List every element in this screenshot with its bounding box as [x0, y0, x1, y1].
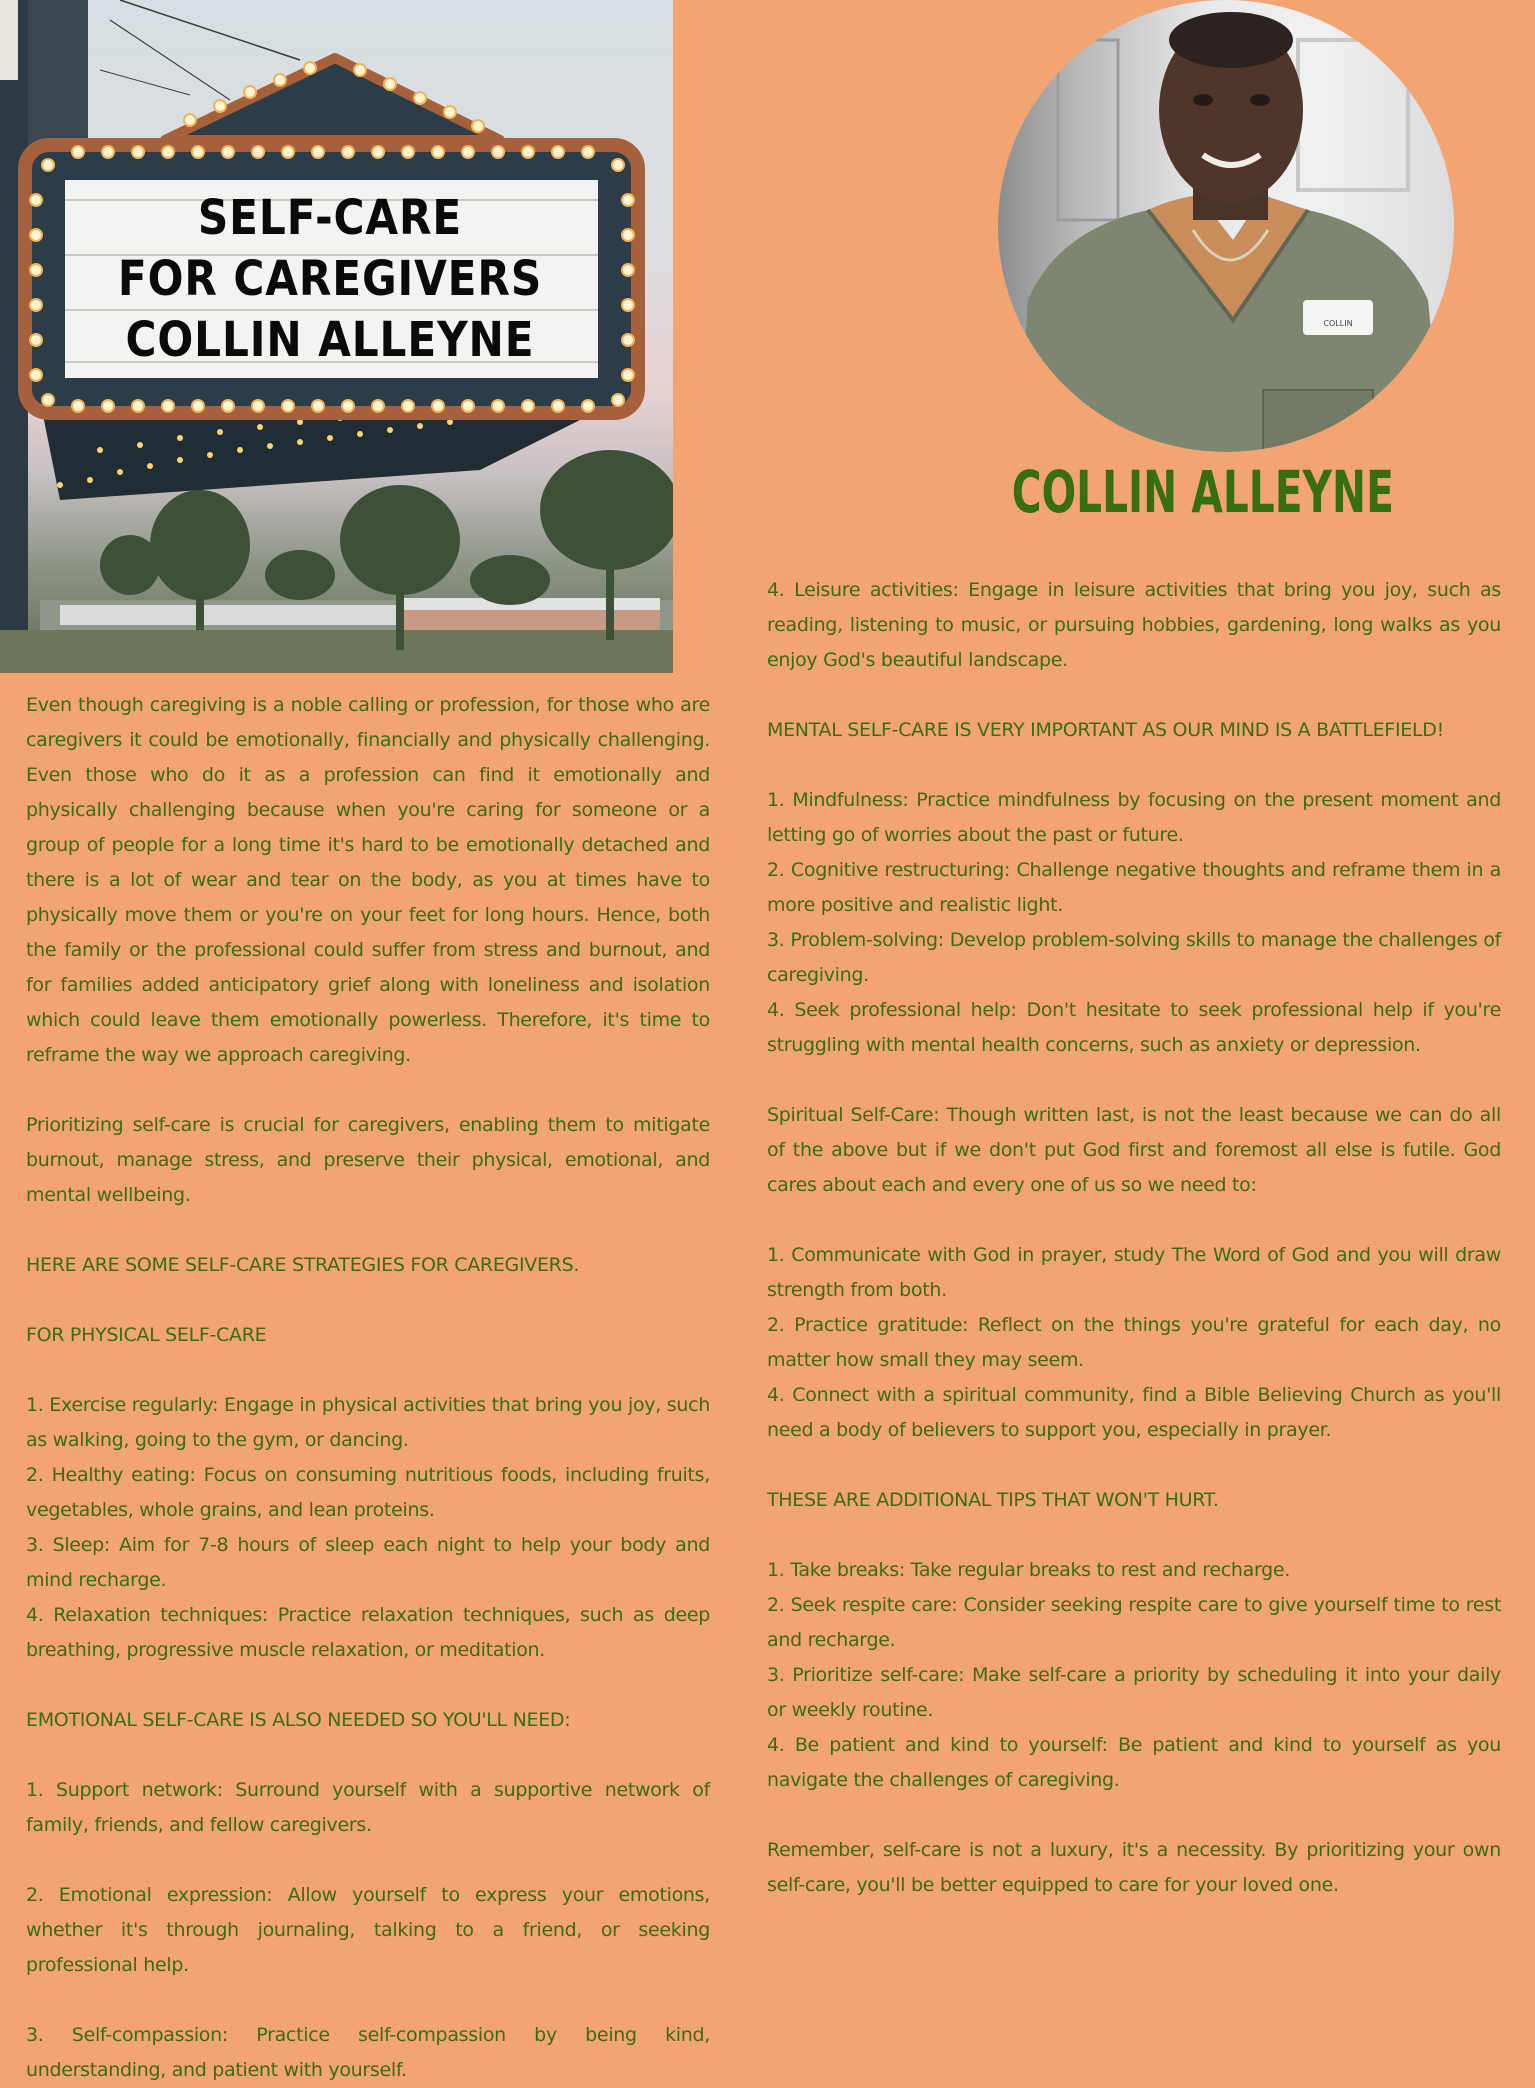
mental-heading: MENTAL SELF-CARE IS VERY IMPORTANT AS OUR MIND IS A BATTLEFIELD!: [767, 719, 1444, 741]
left-column: [26, 688, 710, 2088]
tip-item: 3. Prioritize self-care: Make self-care a priority by scheduling it into your daily or weekly routine.: [767, 1664, 1501, 1721]
physical-item: 1. Exercise regularly: Engage in physical activities that bring you joy, such as walking, going to the gym, or dancing.: [26, 1394, 710, 1451]
mental-item: 4. Seek professional help: Don't hesitate to seek professional help if you're struggling with mental health concerns, such as anxiety or depression.: [767, 999, 1501, 1056]
badge-text: COLLIN: [1323, 319, 1353, 328]
marquee-sign-text: [101, 188, 559, 371]
emotional-item: 3. Self-compassion: Practice self-compassion by being kind, understanding, and patient with yourself.: [26, 2024, 710, 2081]
mental-item: 1. Mindfulness: Practice mindfulness by focusing on the present moment and letting go of worries about the past or future.: [767, 789, 1501, 846]
marquee-line-3: COLLIN ALLEYNE: [125, 312, 535, 368]
right-column: [767, 573, 1501, 1903]
physical-item: 3. Sleep: Aim for 7-8 hours of sleep each night to help your body and mind recharge.: [26, 1534, 710, 1591]
physical-item: 4. Relaxation techniques: Practice relaxation techniques, such as deep breathing, progressive muscle relaxation, or meditation.: [26, 1604, 710, 1661]
closing-paragraph: Remember, self-care is not a luxury, it's a necessity. By prioritizing your own self-care, you'll be better equipped to care for your loved one.: [767, 1839, 1501, 1896]
spiritual-item: 2. Practice gratitude: Reflect on the things you're grateful for each day, no matter how small they may seem.: [767, 1314, 1501, 1371]
tip-item: 1. Take breaks: Take regular breaks to rest and recharge.: [767, 1559, 1291, 1581]
tip-item: 4. Be patient and kind to yourself: Be patient and kind to yourself as you navigate the challenges of caregiving.: [767, 1734, 1501, 1791]
author-name: COLLIN ALLEYNE: [1011, 458, 1394, 526]
emotional-item: 2. Emotional expression: Allow yourself to express your emotions, whether it's through journaling, talking to a friend, or seeking professional help.: [26, 1884, 710, 1976]
strategies-heading: HERE ARE SOME SELF-CARE STRATEGIES FOR CAREGIVERS.: [26, 1254, 580, 1276]
marquee-line-1: SELF-CARE: [197, 190, 463, 246]
author-portrait: [998, 0, 1454, 452]
intro-paragraph: Even though caregiving is a noble calling or profession, for those who are caregivers it could be emotionally, financially and physically challenging. Even those who do it as a profession can find it emotionally and physically challenging because when you're caring for someone or a group of people for a long time it's hard to be emotionally detached and there is a lot of wear and tear on the body, as you at times have to physically move them or you're on your feet for long hours. Hence, both the family or the professional could suffer from stress and burnout, and for families added anticipatory grief along with loneliness and isolation which could leave them emotionally powerless. Therefore, it's time to reframe the way we approach caregiving.: [26, 694, 710, 1066]
marquee-line-2: FOR CAREGIVERS: [117, 251, 543, 307]
physical-heading: FOR PHYSICAL SELF-CARE: [26, 1324, 267, 1346]
spiritual-item: 1. Communicate with God in prayer, study The Word of God and you will draw strength from both.: [767, 1244, 1501, 1301]
mental-item: 2. Cognitive restructuring: Challenge negative thoughts and reframe them in a more positive and realistic light.: [767, 859, 1501, 916]
priority-paragraph: Prioritizing self-care is crucial for caregivers, enabling them to mitigate burnout, manage stress, and preserve their physical, emotional, and mental wellbeing.: [26, 1114, 710, 1206]
physical-item: 2. Healthy eating: Focus on consuming nutritious foods, including fruits, vegetables, whole grains, and lean proteins.: [26, 1464, 710, 1521]
spiritual-intro: Spiritual Self-Care: Though written last, is not the least because we can do all of the above but if we don't put God first and foremost all else is futile. God cares about each and every one of us so we need to:: [767, 1104, 1501, 1196]
emotional-item: 1. Support network: Surround yourself with a supportive network of family, friends, and fellow caregivers.: [26, 1779, 710, 1836]
mental-item: 3. Problem-solving: Develop problem-solving skills to manage the challenges of caregiving.: [767, 929, 1501, 986]
emotional-heading: EMOTIONAL SELF-CARE IS ALSO NEEDED SO YOU'LL NEED:: [26, 1709, 571, 1731]
tip-item: 2. Seek respite care: Consider seeking respite care to give yourself time to rest and recharge.: [767, 1594, 1501, 1651]
marquee-photo: [0, 0, 673, 673]
tips-heading: THESE ARE ADDITIONAL TIPS THAT WON'T HURT.: [767, 1489, 1219, 1511]
leisure-item: 4. Leisure activities: Engage in leisure activities that bring you joy, such as reading, listening to music, or pursuing hobbies, gardening, long walks as you enjoy God's beautiful landscape.: [767, 579, 1501, 671]
spiritual-item: 4. Connect with a spiritual community, find a Bible Believing Church as you'll need a body of believers to support you, especially in prayer.: [767, 1384, 1501, 1441]
